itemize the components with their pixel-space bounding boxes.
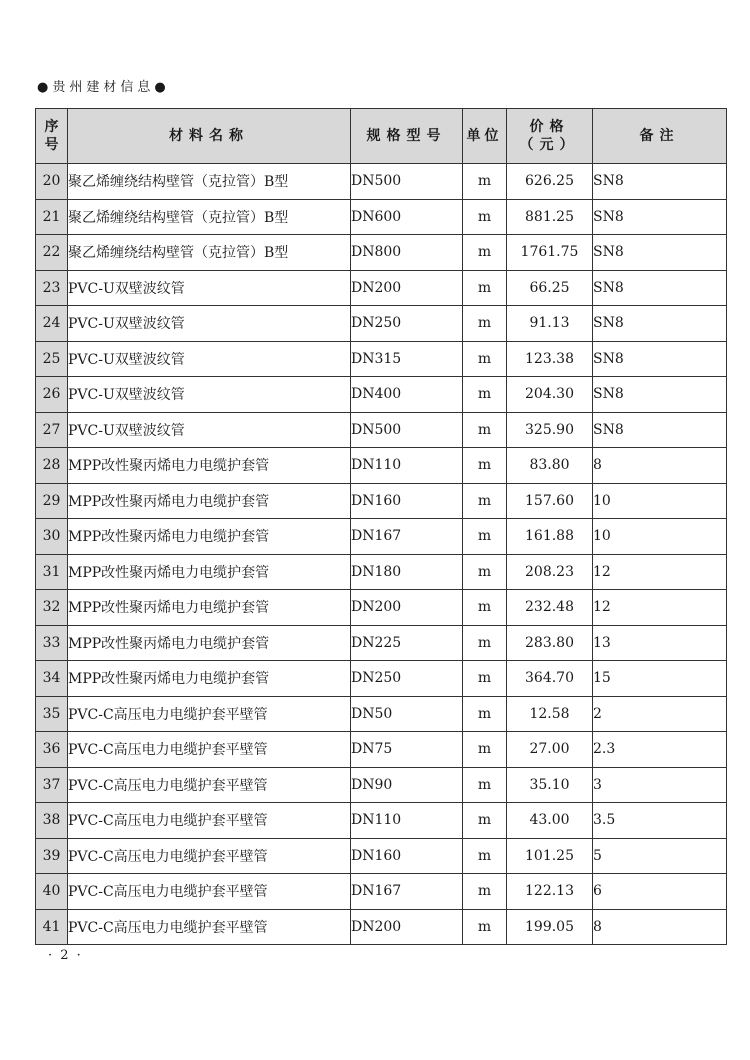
row-name: MPP改性聚丙烯电力电缆护套管 [68, 519, 351, 555]
row-note: 2 [593, 696, 727, 732]
row-spec: DN800 [351, 235, 463, 271]
row-price: 1761.75 [507, 235, 593, 271]
publication-header: ●贵州建材信息● [37, 80, 170, 95]
table-row [36, 732, 727, 768]
row-spec: DN50 [351, 696, 463, 732]
row-name: MPP改性聚丙烯电力电缆护套管 [68, 554, 351, 590]
row-seq: 36 [36, 732, 68, 768]
row-seq: 38 [36, 803, 68, 839]
row-spec: DN160 [351, 838, 463, 874]
row-price: 199.05 [507, 909, 593, 945]
row-spec: DN200 [351, 909, 463, 945]
row-seq: 26 [36, 377, 68, 413]
row-spec: DN167 [351, 519, 463, 555]
row-note: SN8 [593, 235, 727, 271]
row-note: SN8 [593, 306, 727, 342]
row-spec: DN315 [351, 341, 463, 377]
row-name: 聚乙烯缠绕结构壁管（克拉管）B型 [68, 164, 351, 200]
row-unit: m [463, 874, 507, 910]
row-spec: DN400 [351, 377, 463, 413]
row-name: PVC-U双壁波纹管 [68, 341, 351, 377]
row-price: 161.88 [507, 519, 593, 555]
header-price [507, 109, 593, 164]
table-row [36, 164, 727, 200]
table-row [36, 696, 727, 732]
material-price-table [35, 108, 727, 945]
row-seq: 29 [36, 483, 68, 519]
row-note: 12 [593, 554, 727, 590]
row-price: 122.13 [507, 874, 593, 910]
table-row [36, 377, 727, 413]
row-spec: DN250 [351, 661, 463, 697]
row-spec: DN75 [351, 732, 463, 768]
row-note: SN8 [593, 270, 727, 306]
header-note: 备注 [593, 109, 727, 164]
row-note: 10 [593, 519, 727, 555]
table-header-row [36, 109, 727, 164]
row-unit: m [463, 412, 507, 448]
row-unit: m [463, 661, 507, 697]
row-note: 2.3 [593, 732, 727, 768]
row-note: 15 [593, 661, 727, 697]
row-seq: 28 [36, 448, 68, 484]
table-row [36, 838, 727, 874]
row-price: 43.00 [507, 803, 593, 839]
header-price-line2: （元） [519, 137, 580, 153]
row-spec: DN500 [351, 164, 463, 200]
row-seq: 25 [36, 341, 68, 377]
row-spec: DN200 [351, 270, 463, 306]
row-spec: DN200 [351, 590, 463, 626]
page-number: · 2 · [48, 948, 83, 963]
row-unit: m [463, 199, 507, 235]
row-unit: m [463, 235, 507, 271]
row-note: 8 [593, 909, 727, 945]
row-seq: 30 [36, 519, 68, 555]
table-row [36, 270, 727, 306]
row-spec: DN110 [351, 803, 463, 839]
row-seq: 40 [36, 874, 68, 910]
row-price: 232.48 [507, 590, 593, 626]
row-note: SN8 [593, 341, 727, 377]
row-unit: m [463, 767, 507, 803]
table-row [36, 803, 727, 839]
row-note: SN8 [593, 199, 727, 235]
row-unit: m [463, 590, 507, 626]
row-seq: 35 [36, 696, 68, 732]
table-row [36, 412, 727, 448]
row-price: 83.80 [507, 448, 593, 484]
header-price-line1: 价格 [529, 119, 570, 135]
row-unit: m [463, 732, 507, 768]
row-spec: DN500 [351, 412, 463, 448]
table-row [36, 625, 727, 661]
row-name: PVC-U双壁波纹管 [68, 270, 351, 306]
row-name: PVC-C高压电力电缆护套平壁管 [68, 803, 351, 839]
row-name: PVC-C高压电力电缆护套平壁管 [68, 732, 351, 768]
row-price: 123.38 [507, 341, 593, 377]
row-price: 91.13 [507, 306, 593, 342]
row-note: SN8 [593, 164, 727, 200]
row-spec: DN167 [351, 874, 463, 910]
row-spec: DN90 [351, 767, 463, 803]
row-name: 聚乙烯缠绕结构壁管（克拉管）B型 [68, 235, 351, 271]
row-unit: m [463, 696, 507, 732]
row-price: 101.25 [507, 838, 593, 874]
row-name: PVC-C高压电力电缆护套平壁管 [68, 909, 351, 945]
row-note: 3 [593, 767, 727, 803]
row-unit: m [463, 909, 507, 945]
table-row [36, 199, 727, 235]
row-unit: m [463, 838, 507, 874]
row-seq: 21 [36, 199, 68, 235]
row-price: 66.25 [507, 270, 593, 306]
header-seq: 序号 [36, 109, 68, 164]
row-name: 聚乙烯缠绕结构壁管（克拉管）B型 [68, 199, 351, 235]
row-price: 208.23 [507, 554, 593, 590]
row-name: MPP改性聚丙烯电力电缆护套管 [68, 661, 351, 697]
row-name: PVC-C高压电力电缆护套平壁管 [68, 696, 351, 732]
header-spec: 规格型号 [351, 109, 463, 164]
row-note: SN8 [593, 377, 727, 413]
row-name: PVC-U双壁波纹管 [68, 306, 351, 342]
row-spec: DN180 [351, 554, 463, 590]
row-unit: m [463, 519, 507, 555]
row-unit: m [463, 625, 507, 661]
row-seq: 41 [36, 909, 68, 945]
row-seq: 23 [36, 270, 68, 306]
table-row [36, 590, 727, 626]
table-row [36, 909, 727, 945]
row-name: PVC-U双壁波纹管 [68, 377, 351, 413]
table-row [36, 306, 727, 342]
table-row [36, 448, 727, 484]
row-price: 12.58 [507, 696, 593, 732]
row-note: 5 [593, 838, 727, 874]
row-note: 6 [593, 874, 727, 910]
row-unit: m [463, 803, 507, 839]
row-name: MPP改性聚丙烯电力电缆护套管 [68, 483, 351, 519]
row-price: 325.90 [507, 412, 593, 448]
row-price: 35.10 [507, 767, 593, 803]
row-name: PVC-C高压电力电缆护套平壁管 [68, 767, 351, 803]
row-spec: DN250 [351, 306, 463, 342]
row-price: 364.70 [507, 661, 593, 697]
table-row [36, 519, 727, 555]
row-unit: m [463, 448, 507, 484]
row-note: SN8 [593, 412, 727, 448]
table-row [36, 235, 727, 271]
row-seq: 34 [36, 661, 68, 697]
row-note: 3.5 [593, 803, 727, 839]
row-unit: m [463, 270, 507, 306]
row-price: 27.00 [507, 732, 593, 768]
table-row [36, 341, 727, 377]
table-row [36, 483, 727, 519]
row-note: 8 [593, 448, 727, 484]
row-seq: 27 [36, 412, 68, 448]
row-spec: DN110 [351, 448, 463, 484]
row-seq: 39 [36, 838, 68, 874]
header-name: 材料名称 [68, 109, 351, 164]
row-seq: 20 [36, 164, 68, 200]
row-seq: 33 [36, 625, 68, 661]
row-name: PVC-C高压电力电缆护套平壁管 [68, 874, 351, 910]
row-unit: m [463, 164, 507, 200]
table-row [36, 554, 727, 590]
row-unit: m [463, 341, 507, 377]
row-name: MPP改性聚丙烯电力电缆护套管 [68, 625, 351, 661]
row-spec: DN225 [351, 625, 463, 661]
row-name: MPP改性聚丙烯电力电缆护套管 [68, 590, 351, 626]
row-note: 13 [593, 625, 727, 661]
row-note: 12 [593, 590, 727, 626]
row-name: PVC-U双壁波纹管 [68, 412, 351, 448]
row-price: 204.30 [507, 377, 593, 413]
row-unit: m [463, 377, 507, 413]
row-name: PVC-C高压电力电缆护套平壁管 [68, 838, 351, 874]
row-unit: m [463, 554, 507, 590]
row-note: 10 [593, 483, 727, 519]
row-seq: 22 [36, 235, 68, 271]
row-price: 626.25 [507, 164, 593, 200]
row-price: 157.60 [507, 483, 593, 519]
row-seq: 32 [36, 590, 68, 626]
row-unit: m [463, 306, 507, 342]
table-row [36, 661, 727, 697]
table-row [36, 874, 727, 910]
table-row [36, 767, 727, 803]
row-spec: DN600 [351, 199, 463, 235]
header-unit: 单位 [463, 109, 507, 164]
row-unit: m [463, 483, 507, 519]
row-seq: 24 [36, 306, 68, 342]
row-spec: DN160 [351, 483, 463, 519]
row-price: 283.80 [507, 625, 593, 661]
row-name: MPP改性聚丙烯电力电缆护套管 [68, 448, 351, 484]
row-seq: 31 [36, 554, 68, 590]
row-seq: 37 [36, 767, 68, 803]
table-body [36, 164, 727, 945]
row-price: 881.25 [507, 199, 593, 235]
